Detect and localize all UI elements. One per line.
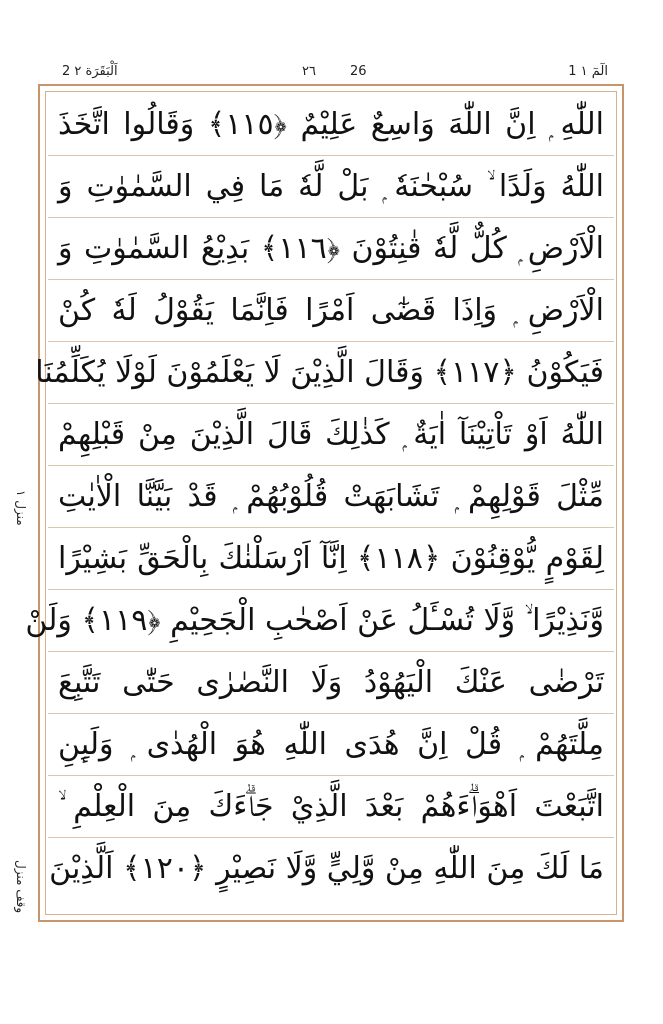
verse-line: مِلَّتَهُمْ ۭ قُلْ اِنَّ هُدَى اللّٰهِ هُوَ الْهُدٰى ۭ وَلَىِٕنِ [48, 714, 614, 776]
waqf-marker: وقف منزل [14, 860, 28, 914]
verse-line: اتَّبَعْتَ اَهْوَاۗءَهُمْ بَعْدَ الَّذِيْ جَاۗءَكَ مِنَ الْعِلْمِ ۙ [48, 776, 614, 838]
verse-line: الْاَرْضِ ۭ وَاِذَا قَضٰٓى اَمْرًا فَاِنَّمَا يَقُوْلُ لَهٗ كُنْ [48, 280, 614, 342]
verse-line: فَيَكُوْنُ ﴿١١٧﴾ وَقَالَ الَّذِيْنَ لَا يَعْلَمُوْنَ لَوْلَا يُكَلِّمُنَا [48, 342, 614, 404]
page-number: 26 [350, 64, 367, 79]
page-header [40, 62, 622, 84]
verse-line: لِقَوْمٍ يُّوْقِنُوْنَ ﴿١١٨﴾ اِنَّآ اَرْسَلْنٰكَ بِالْحَقِّ بَشِيْرًا [48, 528, 614, 590]
page-number-arabic: ٢٦ [302, 64, 316, 79]
verse-line: الْاَرْضِ ۭ كُلٌّ لَّهٗ قٰنِتُوْنَ ﴿١١٦﴾ بَدِيْعُ السَّمٰوٰتِ وَ [48, 218, 614, 280]
verse-lines [25, 94, 614, 912]
verse-line: مَا لَكَ مِنَ اللّٰهِ مِنْ وَّلِيٍّ وَّلَا نَصِيْرٍ ﴿١٢٠﴾ اَلَّذِيْنَ [49, 851, 604, 886]
verse-line: اللّٰهِ ۭ اِنَّ اللّٰهَ وَاسِعٌ عَلِيْمٌ ﴿١١٥﴾ وَقَالُوا اتَّخَذَ [48, 94, 614, 156]
manzil-marker: منزل ١ [14, 490, 28, 526]
verse-line: تَرْضٰى عَنْكَ الْيَهُوْدُ وَلَا النَّصٰرٰى حَتّٰى تَتَّبِعَ [48, 652, 614, 714]
verse-line: اللّٰهُ اَوْ تَاْتِيْنَآ اٰيَةٌ ۭ كَذٰلِكَ قَالَ الَّذِيْنَ مِنْ قَبْلِهِمْ [48, 404, 614, 466]
verse-line: مِّثْلَ قَوْلِهِمْ ۭ تَشَابَهَتْ قُلُوْبُهُمْ ۭ قَدْ بَيَّنَّا الْاٰيٰتِ [48, 466, 614, 528]
juz-name: 1 الٓمٓ ١ [568, 64, 608, 79]
verse-line: وَّنَذِيْرًا ۙ وَّلَا تُسْـَٔلُ عَنْ اَصْحٰبِ الْجَحِيْمِ ﴿١١٩﴾ وَلَنْ [48, 590, 614, 652]
verse-line: اللّٰهُ وَلَدًا ۙ سُبْحٰنَهٗ ۭ بَلْ لَّهٗ مَا فِي السَّمٰوٰتِ وَ [48, 156, 614, 218]
surah-name: 2 اَلْبَقَرَة ٢ [62, 64, 118, 79]
